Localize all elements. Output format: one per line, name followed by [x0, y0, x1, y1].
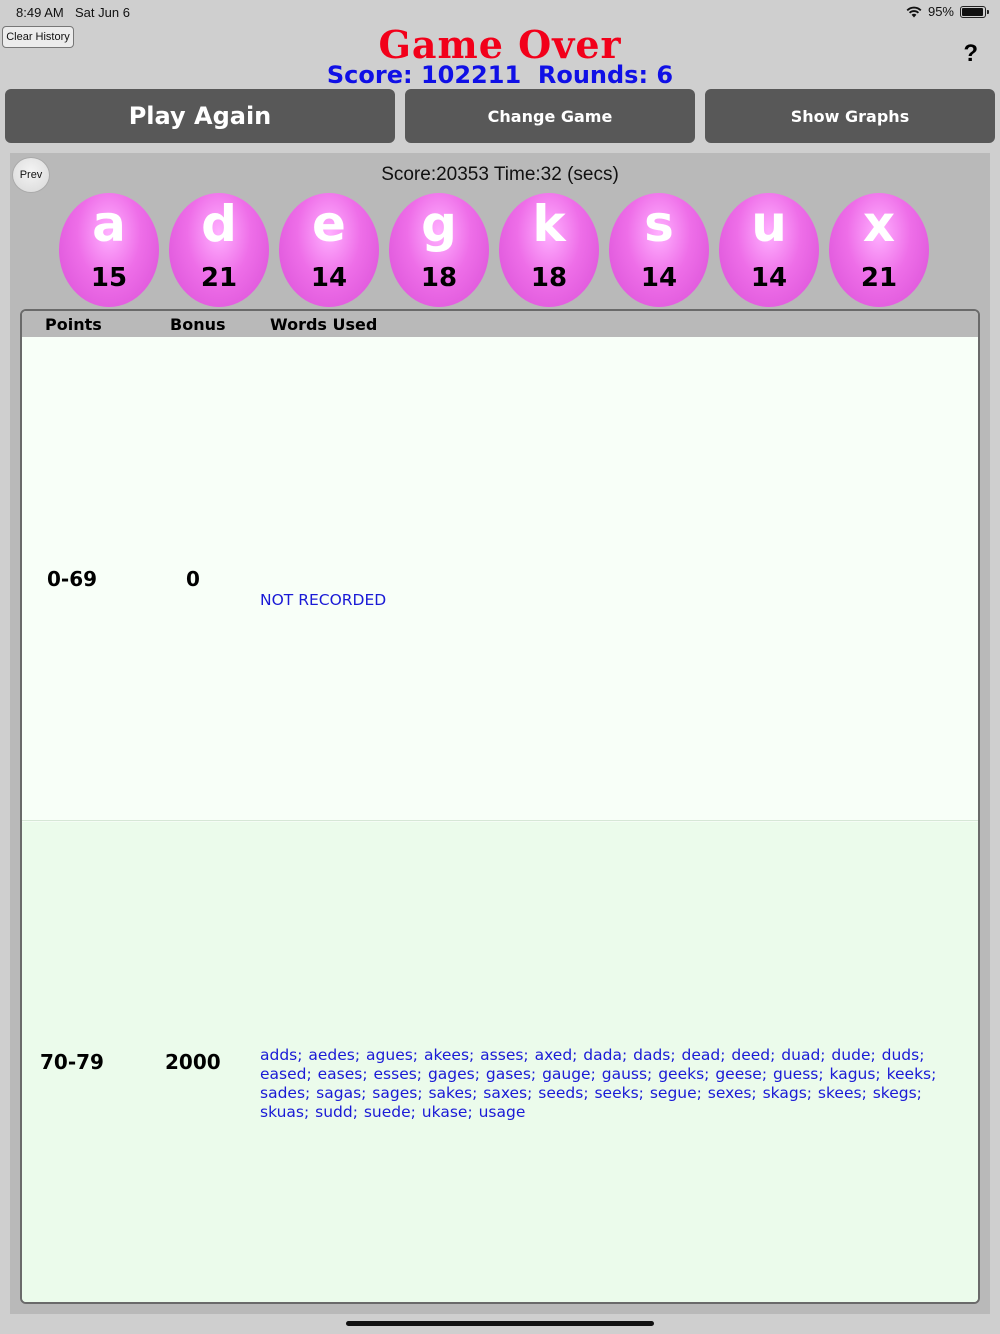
tile-letter: s — [644, 195, 674, 253]
row-words: NOT RECORDED — [260, 591, 387, 609]
wifi-icon — [906, 6, 922, 18]
row-bonus: 2000 — [165, 1050, 221, 1074]
round-score-time: Score:20353 Time:32 (secs) — [381, 164, 619, 185]
tile-letter: g — [421, 195, 457, 253]
letter-tile — [829, 193, 929, 307]
header-words-used: Words Used — [270, 315, 378, 334]
battery-percent: 95% — [927, 4, 954, 19]
status-time: 8:49 AM — [16, 5, 64, 20]
tile-count: 18 — [420, 263, 458, 293]
tile-count: 15 — [90, 263, 128, 293]
table-row — [22, 337, 978, 821]
tile-count: 21 — [860, 263, 898, 293]
tile-count: 14 — [750, 263, 788, 293]
tile-letter: u — [751, 195, 787, 253]
letter-tile — [279, 193, 379, 307]
clear-history-button[interactable]: Clear History — [2, 26, 74, 48]
status-date: Sat Jun 6 — [75, 5, 130, 20]
total-score-rounds: Score: 102211 Rounds: 6 — [326, 61, 674, 89]
letter-tile — [609, 193, 709, 307]
letter-tile — [499, 193, 599, 307]
words-table[interactable] — [20, 309, 980, 1304]
header-bonus: Bonus — [170, 315, 226, 334]
help-button[interactable]: ? — [963, 40, 978, 67]
page-title: Game Over — [378, 22, 622, 67]
table-header — [22, 311, 978, 337]
row-points: 0-69 — [47, 567, 98, 591]
round-panel — [10, 153, 990, 1314]
prev-round-button[interactable]: Prev — [12, 157, 50, 193]
status-bar — [0, 0, 1000, 24]
home-indicator[interactable] — [346, 1321, 654, 1326]
play-again-button[interactable]: Play Again — [5, 89, 395, 143]
tile-letter: d — [201, 195, 237, 253]
battery-icon — [960, 6, 986, 18]
tile-count: 14 — [310, 263, 348, 293]
letter-tile — [719, 193, 819, 307]
tile-letter: k — [532, 195, 566, 253]
row-points: 70-79 — [40, 1050, 104, 1074]
status-right — [906, 4, 986, 19]
row-words: adds; aedes; agues; akees; asses; axed; dada; dads; dead; deed; duad; dude; duds; eased; eases; esses; gages; gases; gauge; gauss; geeks; geese; guess; kagus; keeks; sades; sagas; sages; sakes; saxes; seeds; seeks; segue; sexes; skags; skees; skegs; skuas; sudd; suede; ukase; usage — [260, 1046, 937, 1121]
show-graphs-button[interactable]: Show Graphs — [705, 89, 995, 143]
tile-letter: e — [312, 195, 346, 253]
tile-count: 21 — [200, 263, 238, 293]
tile-letter: a — [92, 195, 126, 253]
letter-tile — [59, 193, 159, 307]
letter-tile — [169, 193, 269, 307]
tile-count: 14 — [640, 263, 678, 293]
table-row — [22, 822, 978, 1304]
row-bonus: 0 — [186, 567, 200, 591]
tile-letter: x — [862, 195, 896, 253]
change-game-button[interactable]: Change Game — [405, 89, 695, 143]
header-points: Points — [45, 315, 102, 334]
tile-count: 18 — [530, 263, 568, 293]
letter-tile — [389, 193, 489, 307]
